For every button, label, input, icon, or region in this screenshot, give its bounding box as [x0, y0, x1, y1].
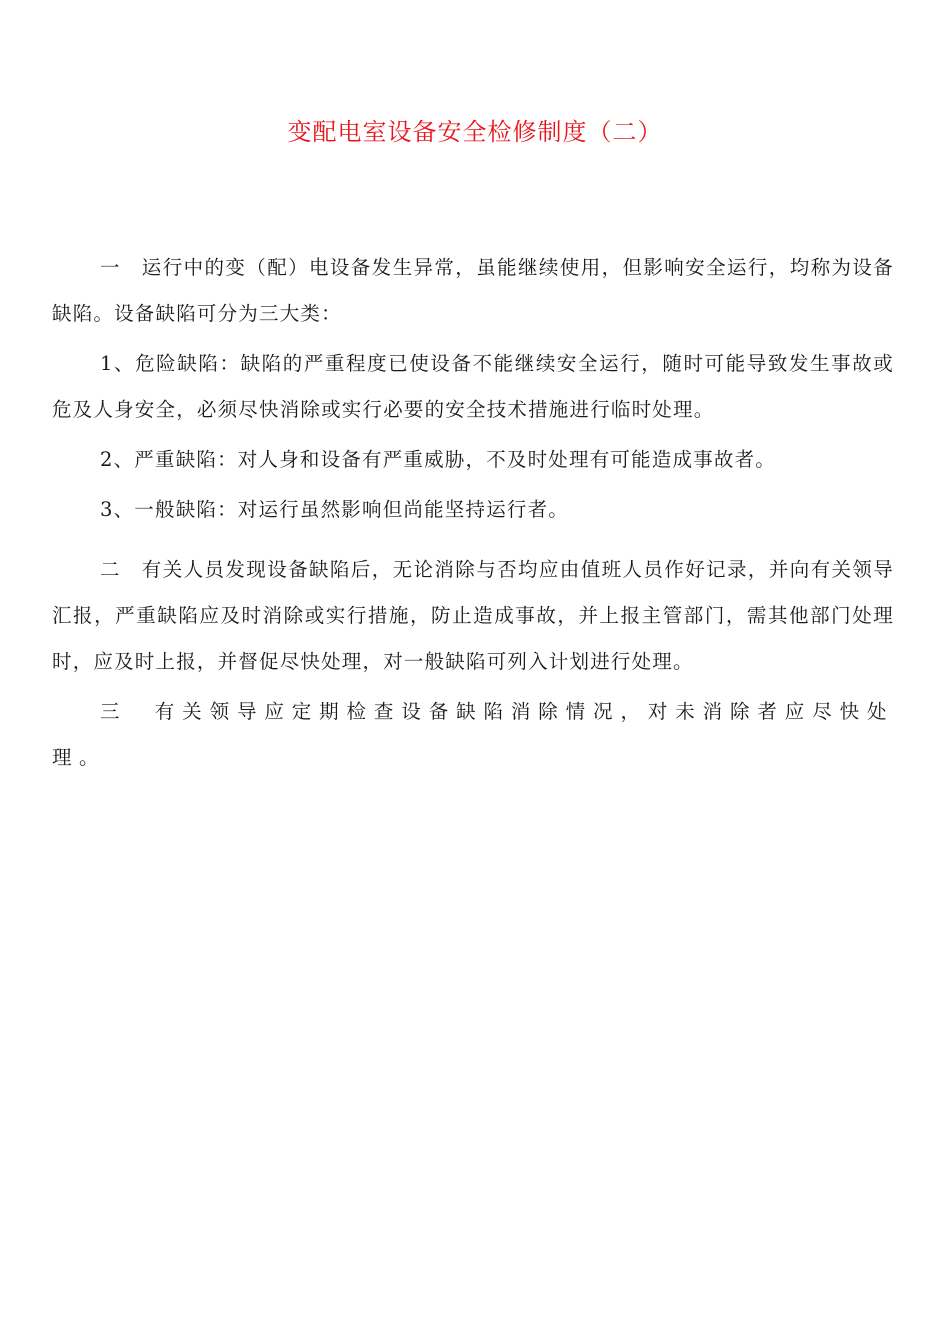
- document-title: 变配电室设备安全检修制度（二）: [287, 118, 663, 146]
- paragraph-defect-definition: 一 运行中的变（配）电设备发生异常，虽能继续使用，但影响安全运行，均称为设备缺陷。设备缺陷可分为三大类：: [52, 256, 894, 325]
- paragraph-serious-defect: 2、严重缺陷：对人身和设备有严重威胁，不及时处理有可能造成事故者。: [100, 448, 777, 471]
- paragraph-inspection: 三 有关领导应定期检查设备缺陷消除情况，对未消除者应尽快处理。: [52, 700, 894, 769]
- document-body: [52, 245, 894, 781]
- paragraph-dangerous-defect: 1、危险缺陷：缺陷的严重程度已使设备不能继续安全运行，随时可能导致发生事故或危及人身安全，必须尽快消除或实行必要的安全技术措施进行临时处理。: [52, 352, 894, 421]
- paragraph-general-defect: 3、一般缺陷：对运行虽然影响但尚能坚持运行者。: [100, 498, 570, 521]
- paragraph-reporting: 二 有关人员发现设备缺陷后，无论消除与否均应由值班人员作好记录，并向有关领导汇报，严重缺陷应及时消除或实行措施，防止造成事故，并上报主管部门，需其他部门处理时，应及时上报，并督促尽快处理，对一般缺陷可列入计划进行处理。: [52, 558, 894, 673]
